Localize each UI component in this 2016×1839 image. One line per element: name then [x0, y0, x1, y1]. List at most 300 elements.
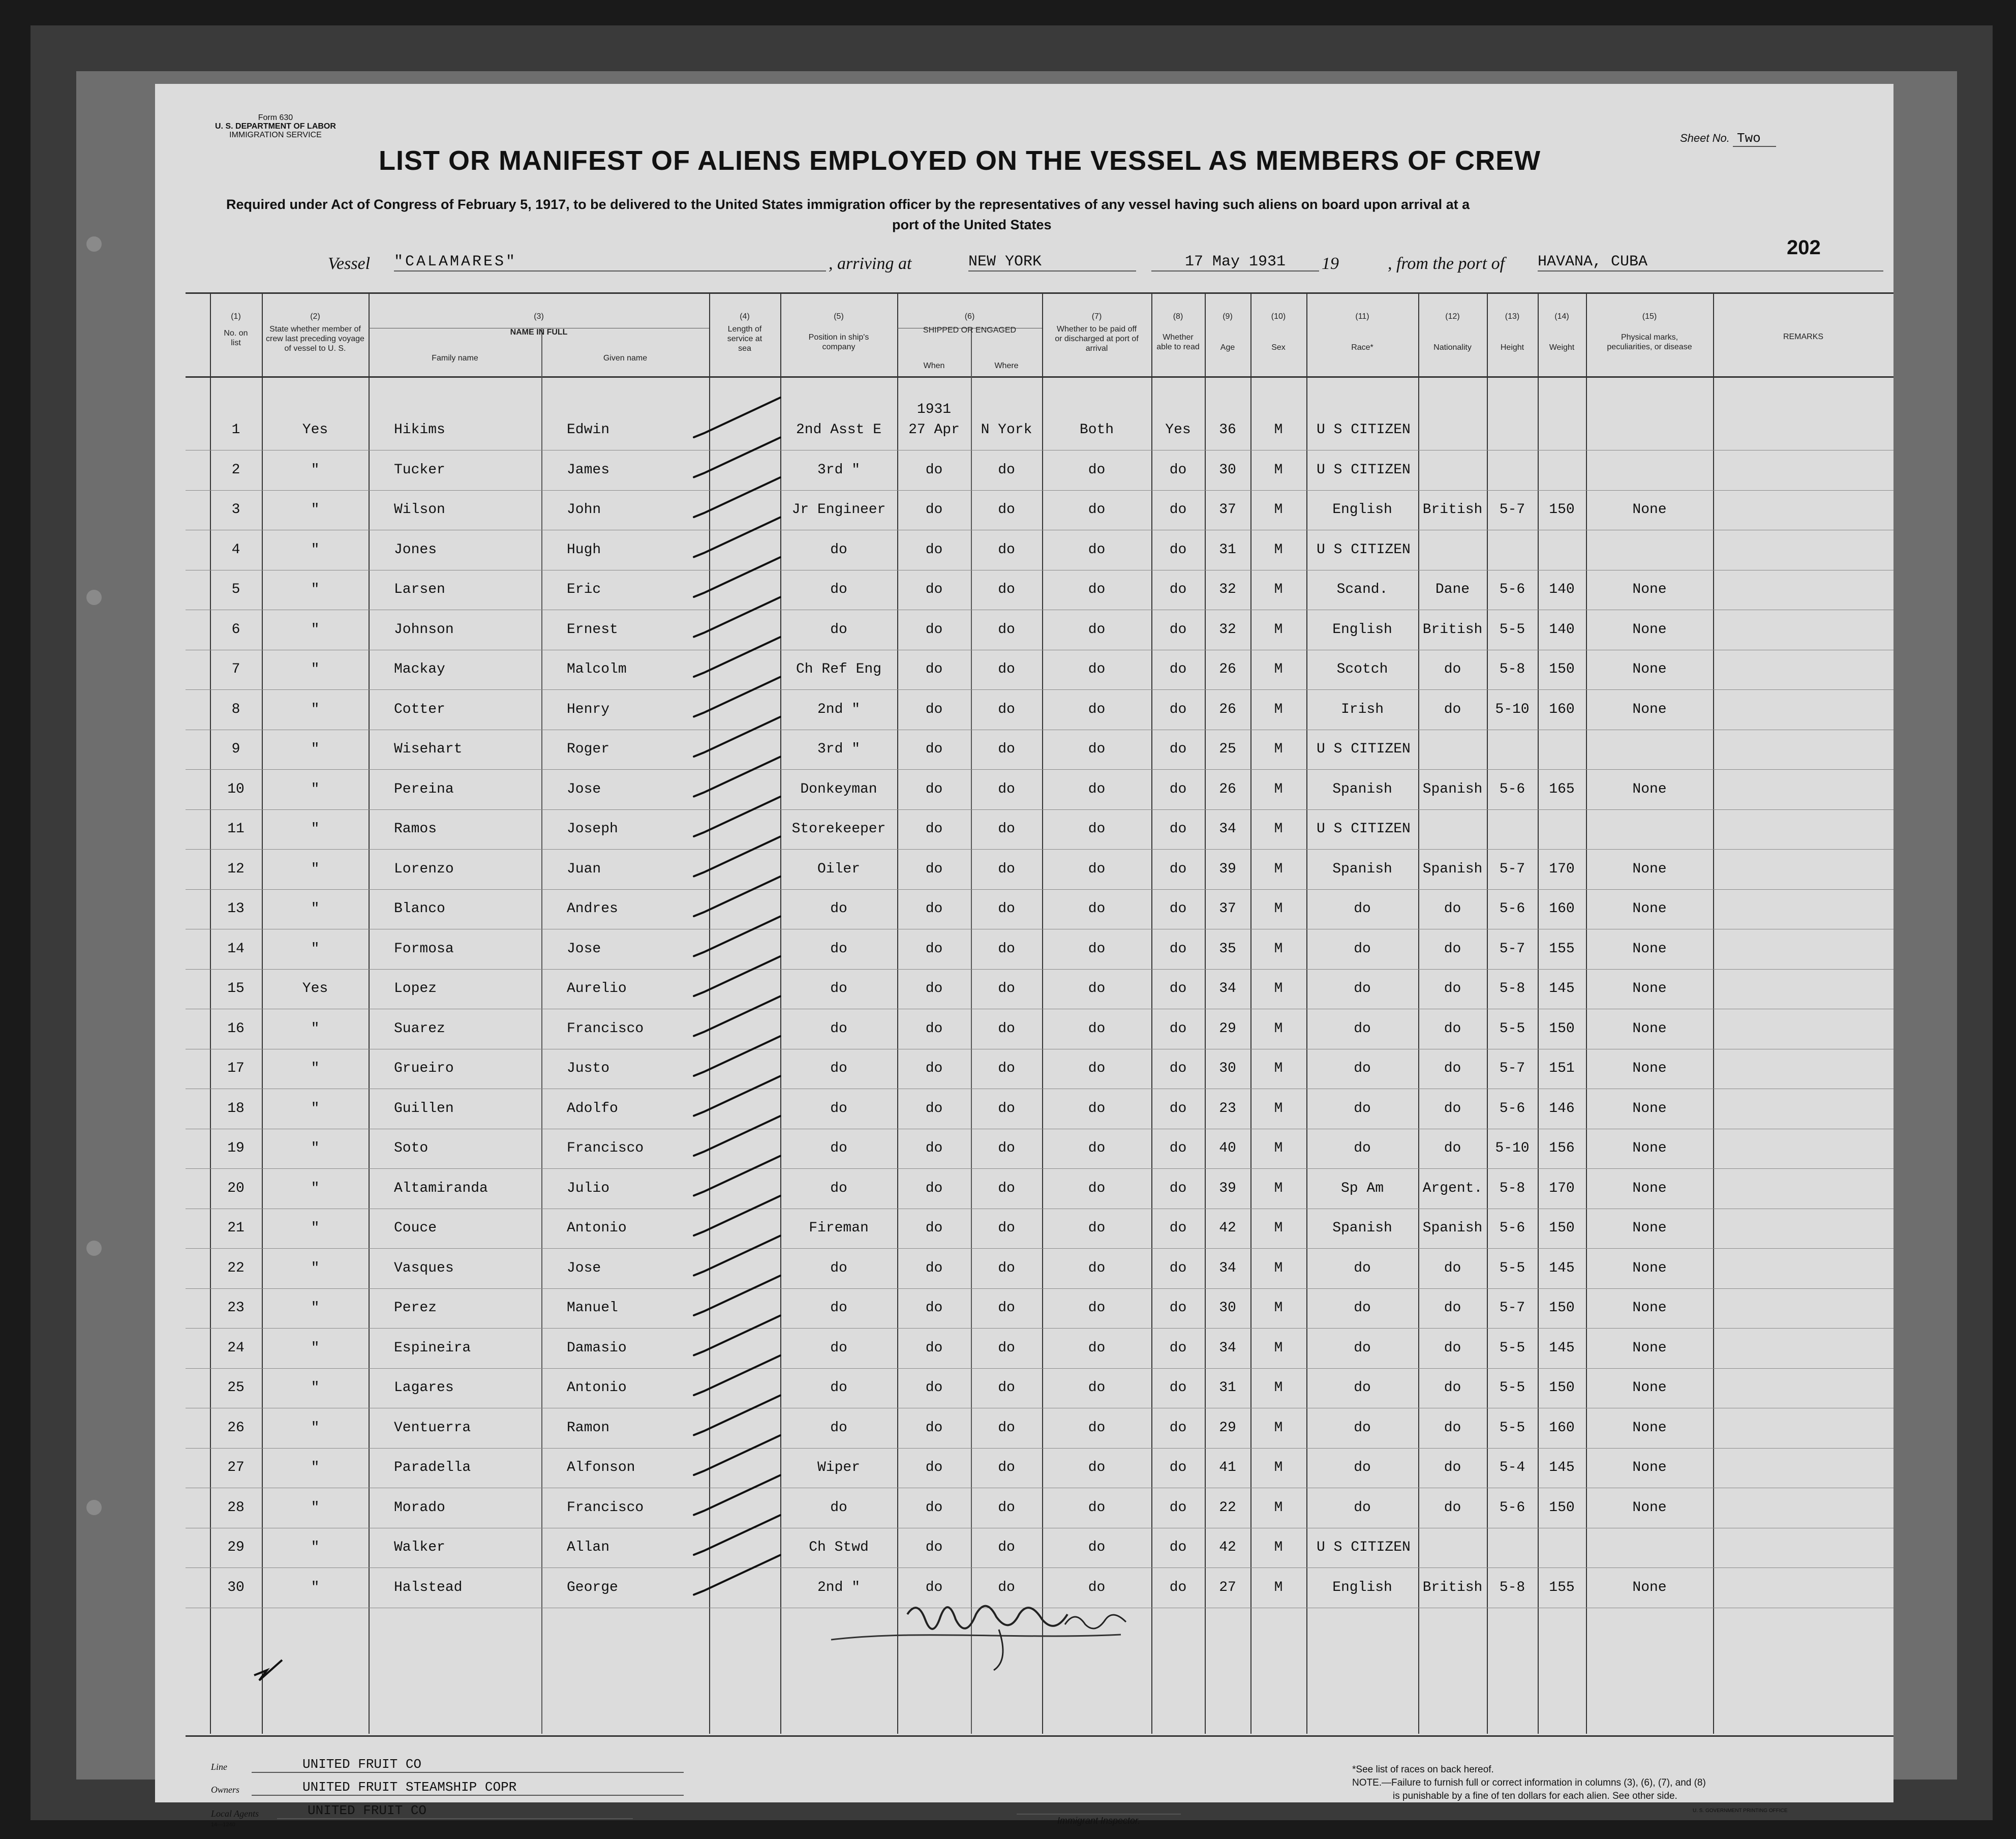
service-check-mark — [694, 477, 780, 517]
cell-race: U S CITIZEN — [1317, 741, 1411, 757]
cell-weight: 145 — [1549, 1340, 1575, 1356]
cell-race: do — [1354, 1499, 1371, 1516]
cell-previous-voyage: " — [311, 1460, 320, 1475]
cell-age: 34 — [1219, 1340, 1236, 1356]
cell-given-name: Hugh — [567, 541, 601, 558]
cell-paid-off: do — [1088, 1579, 1106, 1595]
cell-given-name: Andres — [567, 901, 618, 917]
cell-sex: M — [1274, 661, 1283, 677]
cell-sex: M — [1274, 541, 1283, 558]
cell-position: do — [830, 1499, 847, 1516]
cell-age: 31 — [1219, 541, 1236, 558]
cell-position: Storekeeper — [791, 821, 886, 837]
cell-shipped-where: do — [998, 1420, 1015, 1436]
cell-given-name: Adolfo — [567, 1100, 618, 1117]
cell-nationality: British — [1422, 502, 1483, 518]
cell-paid-off: do — [1088, 1061, 1106, 1076]
cell-age: 35 — [1219, 941, 1236, 957]
cell-sex: M — [1274, 981, 1283, 997]
cell-row-number: 28 — [227, 1499, 245, 1516]
cell-position: do — [830, 1020, 847, 1037]
cell-sex: M — [1274, 582, 1283, 597]
cell-physical-marks: None — [1632, 861, 1667, 877]
cell-physical-marks: None — [1632, 1140, 1667, 1156]
cell-height: 5-5 — [1499, 621, 1525, 638]
cell-weight: 170 — [1549, 861, 1575, 877]
from-port-label: , from the port of — [1388, 254, 1505, 273]
cell-physical-marks: None — [1632, 1061, 1667, 1076]
cell-age: 27 — [1219, 1579, 1236, 1595]
cell-physical-marks: None — [1632, 1180, 1667, 1196]
cell-previous-voyage: " — [311, 1340, 320, 1356]
punch-hole — [86, 236, 102, 252]
cell-weight: 146 — [1549, 1100, 1575, 1117]
cell-race: do — [1354, 1260, 1371, 1276]
cell-able-to-read: do — [1169, 1499, 1187, 1516]
cell-position: Ch Stwd — [809, 1540, 869, 1555]
cell-physical-marks: None — [1632, 1420, 1667, 1436]
cell-paid-off: do — [1088, 502, 1106, 518]
cell-age: 32 — [1219, 582, 1236, 597]
cell-family-name: Couce — [394, 1220, 437, 1236]
col-header-age: (9) Age — [1220, 312, 1235, 352]
cell-sex: M — [1274, 1220, 1283, 1236]
cell-able-to-read: do — [1169, 861, 1187, 877]
cell-paid-off: do — [1088, 741, 1106, 757]
cell-nationality: do — [1444, 1100, 1461, 1117]
cell-paid-off: do — [1088, 1260, 1106, 1276]
cell-shipped-where: do — [998, 821, 1015, 837]
cell-paid-off: do — [1088, 1300, 1106, 1316]
cell-sex: M — [1274, 781, 1283, 797]
cell-previous-voyage: " — [311, 1540, 320, 1555]
cell-nationality: do — [1444, 1499, 1461, 1516]
inspector-label: Immigrant Inspector. — [1017, 1814, 1181, 1826]
cell-physical-marks: None — [1632, 661, 1667, 677]
cell-race: do — [1354, 1460, 1371, 1475]
cell-race: Sp Am — [1340, 1180, 1384, 1196]
cell-able-to-read: do — [1169, 621, 1187, 638]
cell-position: 3rd " — [817, 741, 860, 757]
cell-able-to-read: do — [1169, 1140, 1187, 1156]
cell-race: Spanish — [1332, 861, 1392, 877]
cell-nationality: Dane — [1435, 582, 1470, 597]
cell-sex: M — [1274, 901, 1283, 917]
cell-sex: M — [1274, 1579, 1283, 1595]
cell-able-to-read: do — [1169, 1420, 1187, 1436]
cell-previous-voyage: " — [311, 1140, 320, 1156]
cell-family-name: Perez — [394, 1300, 437, 1316]
cell-row-number: 5 — [231, 582, 240, 597]
owners-label: Owners — [211, 1785, 240, 1795]
cell-family-name: Suarez — [394, 1020, 445, 1037]
punch-hole — [86, 1241, 102, 1256]
service-check-mark — [694, 1156, 780, 1196]
col-header-position: (5) Position in ship's company — [808, 312, 869, 351]
cell-race: do — [1354, 1420, 1371, 1436]
cell-able-to-read: do — [1169, 1340, 1187, 1356]
cell-age: 40 — [1219, 1140, 1236, 1156]
cell-shipped-where: do — [998, 1579, 1015, 1595]
cell-nationality: Argent. — [1422, 1180, 1483, 1196]
cell-family-name: Paradella — [394, 1460, 471, 1475]
cell-sex: M — [1274, 861, 1283, 877]
cell-able-to-read: do — [1169, 462, 1187, 478]
punch-hole — [86, 590, 102, 605]
cell-shipped-where: do — [998, 901, 1015, 917]
cell-paid-off: do — [1088, 1340, 1106, 1356]
cell-weight: 150 — [1549, 1380, 1575, 1396]
cell-row-number: 30 — [227, 1579, 245, 1595]
cell-given-name: Julio — [567, 1180, 610, 1196]
cell-weight: 165 — [1549, 781, 1575, 797]
cell-shipped-where: do — [998, 1540, 1015, 1555]
cell-previous-voyage: " — [311, 582, 320, 597]
service-check-mark — [694, 398, 780, 437]
cell-paid-off: do — [1088, 781, 1106, 797]
cell-row-number: 6 — [231, 621, 240, 638]
cell-height: 5-5 — [1499, 1380, 1525, 1396]
cell-race: English — [1332, 502, 1392, 518]
cell-family-name: Halstead — [394, 1579, 463, 1595]
cell-shipped-when: do — [925, 981, 943, 997]
cell-age: 29 — [1219, 1020, 1236, 1037]
cell-nationality: do — [1444, 1020, 1461, 1037]
cell-shipped-when: do — [925, 1020, 943, 1037]
cell-given-name: Ramon — [567, 1420, 610, 1436]
year-note: 1931 — [917, 402, 952, 417]
service-check-mark — [694, 997, 780, 1036]
cell-age: 22 — [1219, 1499, 1236, 1516]
cell-age: 30 — [1219, 1300, 1236, 1316]
cell-position: do — [830, 1061, 847, 1076]
cell-row-number: 23 — [227, 1300, 245, 1316]
service-check-mark — [694, 1036, 780, 1076]
cell-shipped-when: do — [925, 1260, 943, 1276]
arrival-port: NEW YORK — [968, 253, 1136, 272]
col-header-name: (3) NAME IN FULL — [510, 312, 568, 337]
cell-nationality: do — [1444, 1140, 1461, 1156]
cell-race: U S CITIZEN — [1317, 821, 1411, 837]
cell-shipped-when: do — [925, 1140, 943, 1156]
cell-row-number: 19 — [227, 1140, 245, 1156]
agents-value: UNITED FRUIT CO — [277, 1803, 633, 1819]
service-check-mark — [694, 1116, 780, 1156]
cell-shipped-where: do — [998, 1020, 1015, 1037]
cell-age: 39 — [1219, 861, 1236, 877]
cell-sex: M — [1274, 701, 1283, 717]
cell-able-to-read: do — [1169, 1020, 1187, 1037]
service-check-mark — [694, 837, 780, 877]
cell-height: 5-8 — [1499, 1579, 1525, 1595]
service-check-mark — [694, 797, 780, 836]
cell-able-to-read: do — [1169, 1180, 1187, 1196]
service-check-mark — [694, 1555, 780, 1595]
cell-position: do — [830, 981, 847, 997]
cell-position: 3rd " — [817, 462, 860, 478]
cell-weight: 150 — [1549, 502, 1575, 518]
cell-physical-marks: None — [1632, 1220, 1667, 1236]
cell-row-number: 27 — [227, 1460, 245, 1475]
col-header-family-name: Family name — [432, 354, 478, 363]
cell-shipped-where: do — [998, 941, 1015, 957]
cell-able-to-read: do — [1169, 1300, 1187, 1316]
cell-row-number: 8 — [231, 701, 240, 717]
cell-shipped-when: do — [925, 941, 943, 957]
cell-able-to-read: do — [1169, 1220, 1187, 1236]
cell-height: 5-6 — [1499, 901, 1525, 917]
cell-given-name: Aurelio — [567, 981, 627, 997]
cell-height: 5-7 — [1499, 1061, 1525, 1076]
cell-position: do — [830, 1100, 847, 1117]
cell-shipped-where: do — [998, 1061, 1015, 1076]
cell-paid-off: do — [1088, 1020, 1106, 1037]
cell-family-name: Morado — [394, 1499, 445, 1516]
cell-previous-voyage: " — [311, 1499, 320, 1516]
cell-height: 5-6 — [1499, 1100, 1525, 1117]
cell-height: 5-5 — [1499, 1420, 1525, 1436]
cell-height: 5-8 — [1499, 661, 1525, 677]
cell-physical-marks: None — [1632, 781, 1667, 797]
cell-row-number: 24 — [227, 1340, 245, 1356]
cell-paid-off: do — [1088, 821, 1106, 837]
cell-family-name: Larsen — [394, 582, 445, 597]
punch-hole — [86, 1500, 102, 1515]
cell-weight: 156 — [1549, 1140, 1575, 1156]
cell-row-number: 14 — [227, 941, 245, 957]
cell-weight: 145 — [1549, 1460, 1575, 1475]
cell-shipped-where: do — [998, 582, 1015, 597]
cell-previous-voyage: " — [311, 1061, 320, 1076]
cell-physical-marks: None — [1632, 1460, 1667, 1475]
cell-able-to-read: do — [1169, 502, 1187, 518]
cell-race: English — [1332, 621, 1392, 638]
cell-family-name: Johnson — [394, 621, 454, 638]
page-title: LIST OR MANIFEST OF ALIENS EMPLOYED ON THE VESSEL AS MEMBERS OF CREW — [379, 145, 1541, 176]
cell-able-to-read: do — [1169, 1579, 1187, 1595]
cell-shipped-when: do — [925, 861, 943, 877]
cell-given-name: Jose — [567, 781, 601, 797]
cell-row-number: 21 — [227, 1220, 245, 1236]
cell-row-number: 13 — [227, 901, 245, 917]
cell-weight: 155 — [1549, 1579, 1575, 1595]
cell-given-name: Alfonson — [567, 1460, 635, 1475]
cell-given-name: Manuel — [567, 1300, 618, 1316]
service-check-mark — [694, 917, 780, 956]
page-number: 202 — [1787, 236, 1821, 259]
cell-row-number: 1 — [231, 422, 240, 438]
cell-physical-marks: None — [1632, 941, 1667, 957]
cell-shipped-when: do — [925, 1180, 943, 1196]
cell-shipped-when: do — [925, 621, 943, 638]
cell-previous-voyage: " — [311, 781, 320, 797]
cell-row-number: 22 — [227, 1260, 245, 1276]
cell-given-name: Roger — [567, 741, 610, 757]
cell-race: Irish — [1340, 701, 1384, 717]
cell-height: 5-6 — [1499, 1499, 1525, 1516]
col-header-weight: (14) Weight — [1549, 312, 1575, 352]
col-header-read: (8) Whether able to read — [1156, 312, 1200, 351]
cell-shipped-where: do — [998, 1460, 1015, 1475]
cell-given-name: Jose — [567, 1260, 601, 1276]
cell-shipped-when: do — [925, 541, 943, 558]
cell-shipped-when: do — [925, 821, 943, 837]
cell-family-name: Formosa — [394, 941, 454, 957]
cell-position: Fireman — [809, 1220, 869, 1236]
cell-family-name: Wilson — [394, 502, 445, 518]
cell-previous-voyage: " — [311, 661, 320, 677]
cell-given-name: Eric — [567, 582, 601, 597]
cell-age: 31 — [1219, 1380, 1236, 1396]
cell-weight: 150 — [1549, 1220, 1575, 1236]
cell-able-to-read: do — [1169, 981, 1187, 997]
cell-family-name: Hikims — [394, 422, 445, 438]
cell-shipped-when: do — [925, 781, 943, 797]
cell-position: do — [830, 1420, 847, 1436]
department: U. S. DEPARTMENT OF LABOR — [215, 122, 336, 131]
cell-previous-voyage: " — [311, 1180, 320, 1196]
cell-paid-off: do — [1088, 941, 1106, 957]
cell-family-name: Ramos — [394, 821, 437, 837]
printer-imprint: U. S. GOVERNMENT PRINTING OFFICE — [1693, 1808, 1788, 1814]
cell-race: do — [1354, 981, 1371, 997]
cell-race: U S CITIZEN — [1317, 422, 1411, 438]
cell-paid-off: do — [1088, 661, 1106, 677]
cell-able-to-read: do — [1169, 901, 1187, 917]
cell-row-number: 3 — [231, 502, 240, 518]
cell-previous-voyage: " — [311, 462, 320, 478]
arriving-label: , arriving at — [829, 254, 912, 273]
cell-sex: M — [1274, 1260, 1283, 1276]
cell-previous-voyage: " — [311, 701, 320, 717]
cell-shipped-where: do — [998, 1140, 1015, 1156]
cell-shipped-when: do — [925, 1300, 943, 1316]
arrival-date: 17 May 1931 — [1151, 253, 1319, 272]
check-marks — [155, 84, 1893, 1802]
cell-paid-off: do — [1088, 621, 1106, 638]
cell-shipped-where: do — [998, 1380, 1015, 1396]
cell-height: 5-7 — [1499, 1300, 1525, 1316]
cell-sex: M — [1274, 1020, 1283, 1037]
cell-shipped-when: do — [925, 1420, 943, 1436]
cell-row-number: 25 — [227, 1380, 245, 1396]
cell-family-name: Vasques — [394, 1260, 454, 1276]
manifest-sheet — [155, 84, 1893, 1802]
cell-given-name: Antonio — [567, 1220, 627, 1236]
line-label: Line — [211, 1762, 228, 1772]
cell-physical-marks: None — [1632, 582, 1667, 597]
cell-race: do — [1354, 1100, 1371, 1117]
subtitle: Required under Act of Congress of February 5, 1917, to be delivered to the United States immigration officer by the representatives of any vessel having such aliens on board upon arrival at a — [226, 197, 1470, 212]
cell-sex: M — [1274, 1100, 1283, 1117]
cell-position: do — [830, 582, 847, 597]
cell-previous-voyage: Yes — [302, 422, 328, 438]
cell-nationality: do — [1444, 1460, 1461, 1475]
cell-sex: M — [1274, 1420, 1283, 1436]
cell-given-name: Malcolm — [567, 661, 627, 677]
form-number: Form 630 — [258, 113, 293, 122]
cell-sex: M — [1274, 1540, 1283, 1555]
cell-able-to-read: do — [1169, 821, 1187, 837]
cell-shipped-where: do — [998, 462, 1015, 478]
cell-shipped-when: do — [925, 701, 943, 717]
cell-weight: 160 — [1549, 1420, 1575, 1436]
cell-family-name: Pereina — [394, 781, 454, 797]
cell-shipped-when: do — [925, 1579, 943, 1595]
cell-previous-voyage: " — [311, 1020, 320, 1037]
cell-nationality: do — [1444, 941, 1461, 957]
cell-position: do — [830, 901, 847, 917]
cell-race: Spanish — [1332, 1220, 1392, 1236]
subtitle-line2: port of the United States — [892, 217, 1052, 232]
service-check-mark — [694, 877, 780, 916]
cell-row-number: 15 — [227, 981, 245, 997]
cell-able-to-read: do — [1169, 941, 1187, 957]
col-header-remarks: REMARKS — [1783, 333, 1824, 341]
cell-given-name: Juan — [567, 861, 601, 877]
cell-physical-marks: None — [1632, 1260, 1667, 1276]
vessel-name: "CALAMARES" — [394, 253, 826, 272]
cell-family-name: Ventuerra — [394, 1420, 471, 1436]
cell-family-name: Lopez — [394, 981, 437, 997]
cell-paid-off: do — [1088, 1180, 1106, 1196]
cell-weight: 145 — [1549, 981, 1575, 997]
cell-shipped-where: do — [998, 1499, 1015, 1516]
cell-sex: M — [1274, 1499, 1283, 1516]
cell-physical-marks: None — [1632, 1340, 1667, 1356]
cell-given-name: Justo — [567, 1061, 610, 1076]
cell-shipped-when: do — [925, 1100, 943, 1117]
cell-row-number: 26 — [227, 1420, 245, 1436]
cell-weight: 140 — [1549, 621, 1575, 638]
cell-age: 42 — [1219, 1540, 1236, 1555]
cell-shipped-where: do — [998, 1180, 1015, 1196]
cell-previous-voyage: " — [311, 741, 320, 757]
form-code-bottom: 14—1240 — [211, 1822, 235, 1828]
cell-position: do — [830, 941, 847, 957]
year-prefix: 19 — [1322, 254, 1339, 273]
cell-weight: 170 — [1549, 1180, 1575, 1196]
cell-sex: M — [1274, 1460, 1283, 1475]
cell-age: 26 — [1219, 661, 1236, 677]
cell-able-to-read: Yes — [1165, 422, 1191, 438]
cell-able-to-read: do — [1169, 1460, 1187, 1475]
col-header-physical-marks: (15) Physical marks, peculiarities, or disease — [1607, 312, 1692, 351]
cell-row-number: 11 — [227, 821, 245, 837]
cell-race: do — [1354, 1140, 1371, 1156]
cell-row-number: 2 — [231, 462, 240, 478]
cell-paid-off: do — [1088, 981, 1106, 997]
cell-shipped-when: do — [925, 661, 943, 677]
cell-shipped-when: do — [925, 741, 943, 757]
cell-shipped-where: do — [998, 1260, 1015, 1276]
cell-position: 2nd " — [817, 1579, 860, 1595]
cell-able-to-read: do — [1169, 1061, 1187, 1076]
cell-sex: M — [1274, 1380, 1283, 1396]
cell-age: 25 — [1219, 741, 1236, 757]
cell-paid-off: do — [1088, 1100, 1106, 1117]
cell-shipped-where: do — [998, 981, 1015, 997]
cell-nationality: do — [1444, 901, 1461, 917]
cell-paid-off: do — [1088, 541, 1106, 558]
cell-nationality: do — [1444, 1260, 1461, 1276]
cell-family-name: Altamiranda — [394, 1180, 488, 1196]
cell-weight: 155 — [1549, 941, 1575, 957]
cell-race: Scotch — [1336, 661, 1388, 677]
cell-shipped-when: do — [925, 1061, 943, 1076]
cell-nationality: do — [1444, 1340, 1461, 1356]
cell-shipped-where: do — [998, 621, 1015, 638]
